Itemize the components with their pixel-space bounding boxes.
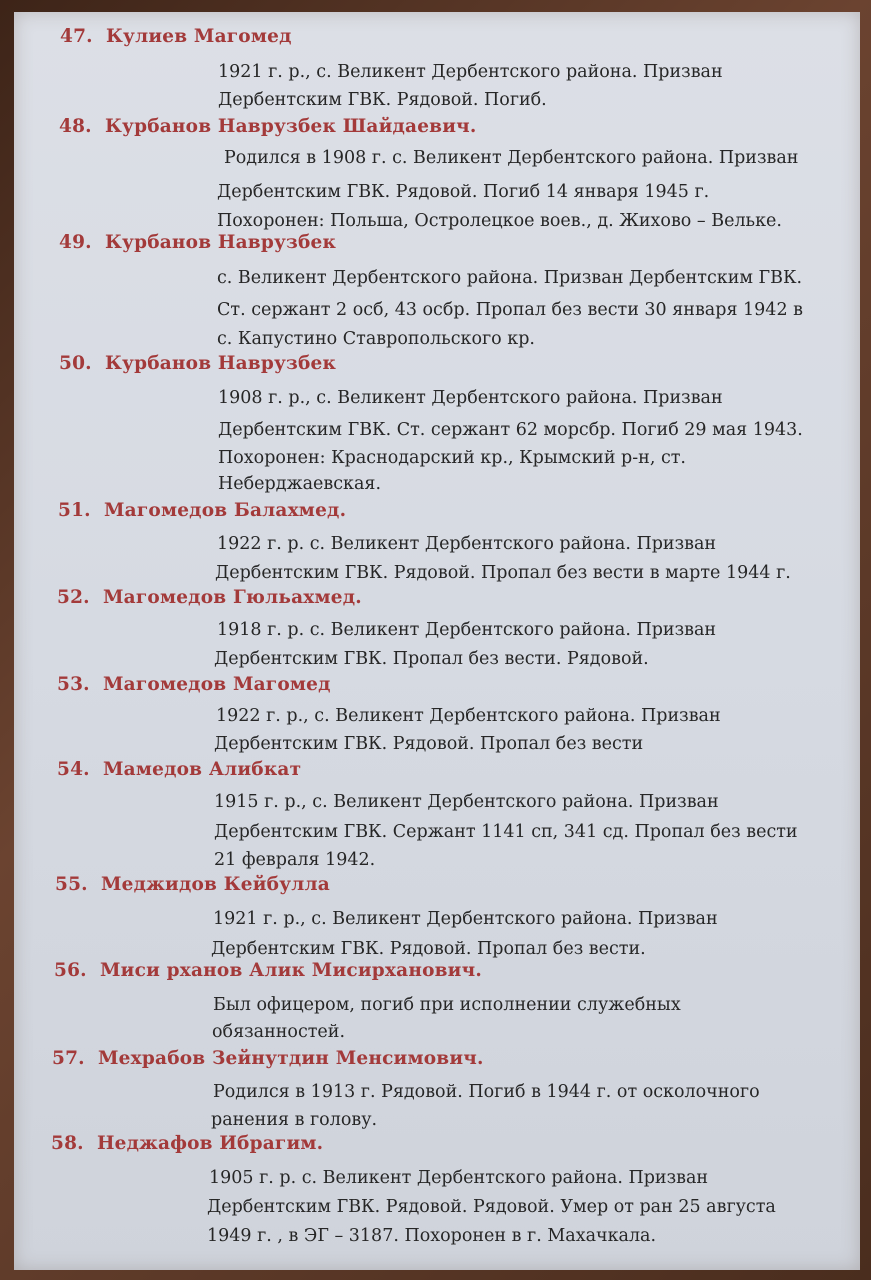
entry-number: 56. bbox=[54, 960, 87, 981]
entry-line: Ст. сержант 2 осб, 43 осбр. Пропал без вести 30 января 1942 в bbox=[217, 300, 803, 320]
entry-line: 1905 г. р. с. Великент Дербентского района. Призван bbox=[209, 1168, 709, 1188]
entry-line: 1922 г. р., с. Великент Дербентского района. Призван bbox=[216, 706, 721, 726]
entry-name: Неджафов Ибрагим. bbox=[97, 1133, 324, 1154]
entry-line: обязанностей. bbox=[212, 1022, 346, 1042]
entry-number: 57. bbox=[52, 1048, 85, 1069]
entry-heading bbox=[51, 1133, 323, 1154]
entry-line: Дербентским ГВК. Рядовой. Погиб. bbox=[218, 90, 547, 110]
entry-name: Курбанов Наврузбек Шайдаевич. bbox=[105, 116, 477, 137]
entry-name: Магомедов Балахмед. bbox=[104, 500, 347, 521]
entry-heading bbox=[57, 759, 301, 780]
entry-line: Похоронен: Польша, Остролецкое воев., д. Жихово – Вельке. bbox=[217, 211, 782, 231]
entry-heading bbox=[60, 26, 292, 47]
entry-heading bbox=[54, 960, 482, 981]
entry-name: Курбанов Наврузбек bbox=[105, 232, 337, 253]
entry-name: Мехрабов Зейнутдин Менсимович. bbox=[98, 1048, 484, 1069]
entry-line: 1921 г. р., с. Великент Дербентского района. Призван bbox=[213, 909, 718, 929]
entry-line: Был офицером, погиб при исполнении служебных bbox=[213, 995, 681, 1015]
entry-line: Дербентским ГВК. Пропал без вести. Рядовой. bbox=[214, 649, 649, 669]
entry-number: 52. bbox=[57, 587, 90, 608]
entry-number: 50. bbox=[59, 353, 92, 374]
entry-line: 1921 г. р., с. Великент Дербентского района. Призван bbox=[218, 62, 723, 82]
entry-name: Курбанов Наврузбек bbox=[105, 353, 337, 374]
entry-line: 1922 г. р. с. Великент Дербентского района. Призван bbox=[217, 534, 717, 554]
entry-number: 55. bbox=[55, 874, 88, 895]
entry-line: 1918 г. р. с. Великент Дербентского района. Призван bbox=[217, 620, 717, 640]
entry-number: 51. bbox=[58, 500, 91, 521]
entry-number: 54. bbox=[57, 759, 90, 780]
entry-name: Миси рханов Алик Мисирханович. bbox=[100, 960, 482, 981]
entry-heading bbox=[58, 500, 346, 521]
entry-heading bbox=[59, 232, 336, 253]
entry-heading bbox=[55, 874, 330, 895]
entry-name: Мамедов Алибкат bbox=[103, 759, 302, 780]
entry-line: Дербентским ГВК. Ст. сержант 62 морсбр. Погиб 29 мая 1943. bbox=[218, 420, 803, 440]
entry-number: 58. bbox=[51, 1133, 84, 1154]
entry-line: 1908 г. р., с. Великент Дербентского района. Призван bbox=[218, 388, 723, 408]
entry-line: Родился в 1913 г. Рядовой. Погиб в 1944 г. от осколочного bbox=[213, 1082, 760, 1102]
entry-line: 1915 г. р., с. Великент Дербентского района. Призван bbox=[214, 792, 719, 812]
entry-line: Дербентским ГВК. Рядовой. Пропал без вести в марте 1944 г. bbox=[215, 563, 791, 583]
entry-line: Родился в 1908 г. с. Великент Дербентского района. Призван bbox=[224, 148, 799, 168]
entry-name: Кулиев Магомед bbox=[106, 26, 292, 47]
entry-line: Неберджаевская. bbox=[218, 474, 382, 494]
entry-number: 49. bbox=[59, 232, 92, 253]
entry-line: 1949 г. , в ЭГ – 3187. Похоронен в г. Махачкала. bbox=[207, 1226, 657, 1246]
entry-line: Похоронен: Краснодарский кр., Крымский р-н, ст. bbox=[218, 448, 686, 468]
entry-name: Магомедов Гюльахмед. bbox=[103, 587, 362, 608]
entry-number: 48. bbox=[59, 116, 92, 137]
entry-line: Дербентским ГВК. Сержант 1141 сп, 341 сд. Пропал без вести bbox=[214, 822, 798, 842]
entry-line: с. Капустино Ставропольского кр. bbox=[217, 329, 535, 349]
entry-heading bbox=[57, 674, 331, 695]
entry-heading bbox=[59, 353, 336, 374]
entry-name: Магомедов Магомед bbox=[103, 674, 331, 695]
entry-line: Дербентским ГВК. Рядовой. Пропал без вести. bbox=[211, 939, 646, 959]
entry-line: ранения в голову. bbox=[211, 1110, 378, 1130]
document-page bbox=[14, 12, 860, 1270]
entry-number: 53. bbox=[57, 674, 90, 695]
entry-heading bbox=[57, 587, 362, 608]
entry-heading bbox=[59, 116, 477, 137]
entry-line: Дербентским ГВК. Рядовой. Рядовой. Умер от ран 25 августа bbox=[207, 1197, 776, 1217]
entry-number: 47. bbox=[60, 26, 93, 47]
entry-line: Дербентским ГВК. Рядовой. Погиб 14 января 1945 г. bbox=[217, 182, 710, 202]
entry-name: Меджидов Кейбулла bbox=[101, 874, 330, 895]
entry-heading bbox=[52, 1048, 484, 1069]
entry-line: 21 февраля 1942. bbox=[214, 850, 376, 870]
entry-line: с. Великент Дербентского района. Призван Дербентским ГВК. bbox=[217, 268, 803, 288]
entry-line: Дербентским ГВК. Рядовой. Пропал без вести bbox=[214, 734, 644, 754]
